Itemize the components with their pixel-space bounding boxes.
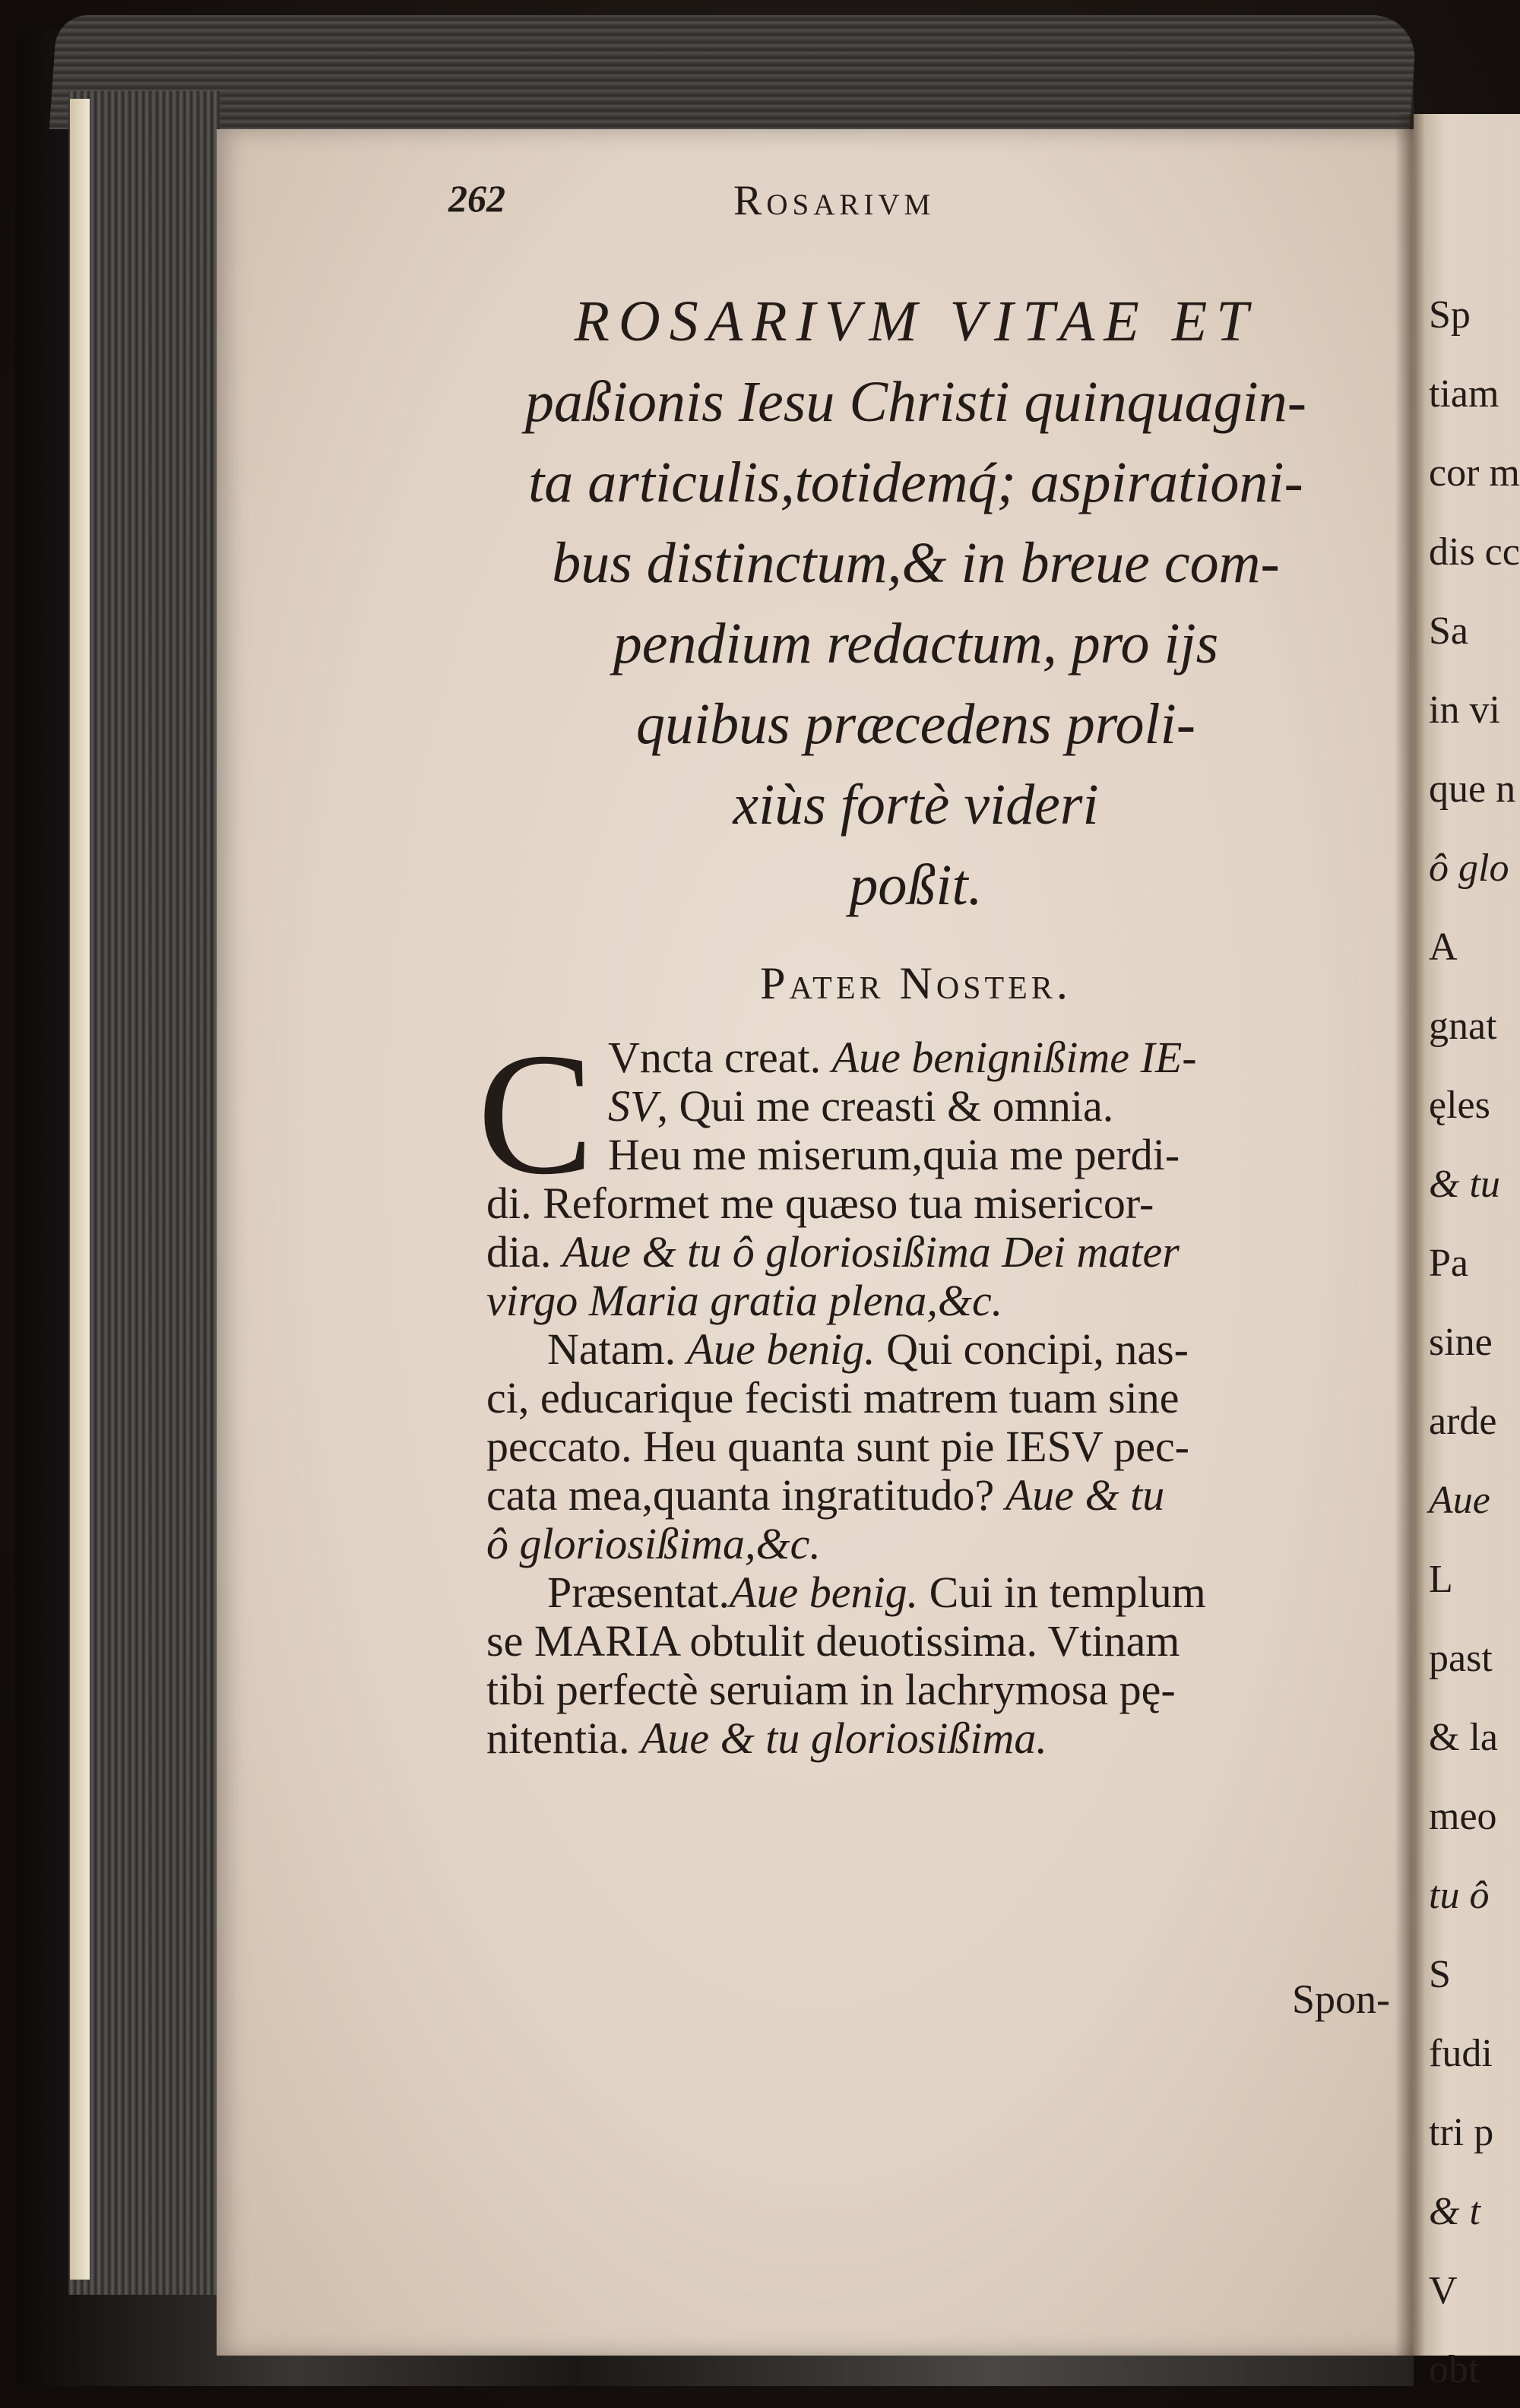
body-line <box>486 1471 1398 1520</box>
facing-page-fragment: gnat <box>1429 1005 1497 1048</box>
italic-text: Aue & tu gloriosißima. <box>640 1713 1047 1763</box>
title-line: pendium redactum, pro ijs <box>613 612 1219 676</box>
section-heading: Pater Noster. <box>760 958 1072 1008</box>
facing-page-fragment: S <box>1429 1953 1451 1996</box>
page-number: 262 <box>448 177 505 220</box>
facing-page-fragment: & t <box>1429 2190 1480 2233</box>
facing-page-fragment: Pa <box>1429 1242 1468 1285</box>
facing-page-fragment: V <box>1429 2269 1458 2312</box>
italic-text: Aue benig. <box>686 1324 876 1374</box>
roman-text: , Qui me creasti & omnia. <box>657 1081 1114 1131</box>
italic-text: Aue benignißime IE- <box>831 1033 1197 1082</box>
roman-text: Qui concipi, nas- <box>875 1324 1189 1374</box>
italic-text: ô gloriosißima,&c. <box>486 1519 821 1568</box>
title-line: quibus præcedens proli- <box>635 692 1196 756</box>
facing-page-fragment: sine <box>1429 1321 1493 1364</box>
title-line: bus distinctum,& in breue com- <box>552 531 1280 595</box>
italic-text: Aue benig. <box>730 1568 919 1617</box>
roman-text: se MARIA obtulit deuotissima. Vtinam <box>486 1616 1180 1666</box>
facing-page-fragment: tri p <box>1429 2111 1494 2154</box>
body-line <box>486 1033 1398 1082</box>
page-header <box>448 176 1208 229</box>
roman-text: Cui in templum <box>918 1568 1206 1617</box>
body-line <box>486 1179 1398 1228</box>
facing-page-fragment: ô glo <box>1429 846 1509 890</box>
page-edge-highlight <box>70 99 90 2280</box>
facing-page-fragment: tu ô <box>1429 1874 1490 1917</box>
roman-text: Vncta creat. <box>608 1033 832 1082</box>
body-lines <box>486 1033 1398 1763</box>
facing-page-fragment: Aue <box>1429 1479 1490 1522</box>
roman-text: nitentia. <box>486 1713 641 1763</box>
facing-page-fragment: & la <box>1429 1716 1498 1759</box>
body-line <box>486 1325 1398 1374</box>
facing-page-fragment: L <box>1429 1558 1453 1601</box>
roman-text: Natam. <box>547 1324 687 1374</box>
body-line <box>486 1228 1398 1277</box>
chapter-title <box>448 281 1383 926</box>
facing-page-fragment: fudi <box>1429 2032 1493 2075</box>
facing-page-fragment: A <box>1429 926 1458 969</box>
title-line: ROSARIVM VITAE ET <box>574 290 1258 353</box>
italic-text: Aue & tu <box>1005 1470 1165 1520</box>
title-line: ta articulis,totidemq́; aspirationi- <box>528 451 1303 514</box>
facing-page-fragment: que n <box>1429 767 1516 811</box>
body-line <box>486 1374 1398 1422</box>
roman-text: di. Reformet me quæso tua misericor- <box>486 1179 1154 1228</box>
roman-text: tibi perfectè seruiam in lachrymosa pę- <box>486 1665 1176 1714</box>
facing-page-fragment: past <box>1429 1637 1493 1680</box>
italic-text: SV <box>608 1081 657 1131</box>
facing-page-fragment: & tu <box>1429 1163 1500 1206</box>
roman-text: ci, educarique fecisti matrem tuam sine <box>486 1373 1180 1422</box>
roman-text: cata mea,quanta ingratitudo? <box>486 1470 1005 1520</box>
title-line: paßionis Iesu Christi quinquagin- <box>524 370 1307 434</box>
roman-text: Præsentat. <box>547 1568 730 1617</box>
book-fore-edge <box>68 91 220 2295</box>
body-line <box>486 1082 1398 1131</box>
facing-page-fragment: ęles <box>1429 1084 1490 1127</box>
drop-cap: C <box>477 1017 594 1210</box>
body-line <box>486 1131 1398 1179</box>
body-line <box>486 1277 1398 1325</box>
running-head: Rosarivm <box>733 177 936 224</box>
body-text <box>477 1017 1398 1763</box>
roman-text: Heu me miserum,quia me perdi- <box>608 1130 1180 1179</box>
title-line: xiùs fortè videri <box>733 773 1099 837</box>
facing-page-fragment: meo <box>1429 1795 1497 1838</box>
body-line <box>486 1568 1398 1617</box>
facing-page-fragment: arde <box>1429 1400 1497 1443</box>
facing-page-fragment: obt <box>1429 2348 1480 2391</box>
body-line <box>486 1617 1398 1666</box>
gutter-shadow <box>1395 114 1425 2356</box>
body-line <box>486 1666 1398 1714</box>
catchword: Spon- <box>1292 1976 1391 2022</box>
facing-page-fragment: Sa <box>1429 609 1468 653</box>
italic-text: Aue & tu ô gloriosißima Dei mater <box>562 1227 1180 1277</box>
facing-page-fragment: Sp <box>1429 293 1471 337</box>
body-line <box>486 1422 1398 1471</box>
title-line: poßit. <box>849 853 983 917</box>
facing-page-fragment: tiam <box>1429 372 1499 416</box>
facing-page-fragment: cor m <box>1429 451 1520 495</box>
body-line <box>486 1520 1398 1568</box>
body-line <box>486 1714 1398 1763</box>
roman-text: dia. <box>486 1227 562 1277</box>
italic-text: virgo Maria gratia plena,&c. <box>486 1276 1003 1325</box>
facing-page-fragment: dis cc <box>1429 530 1520 574</box>
roman-text: peccato. Heu quanta sunt pie IESV pec- <box>486 1422 1189 1471</box>
book-top-edge <box>49 15 1417 129</box>
facing-page-fragment: in vi <box>1429 688 1500 732</box>
